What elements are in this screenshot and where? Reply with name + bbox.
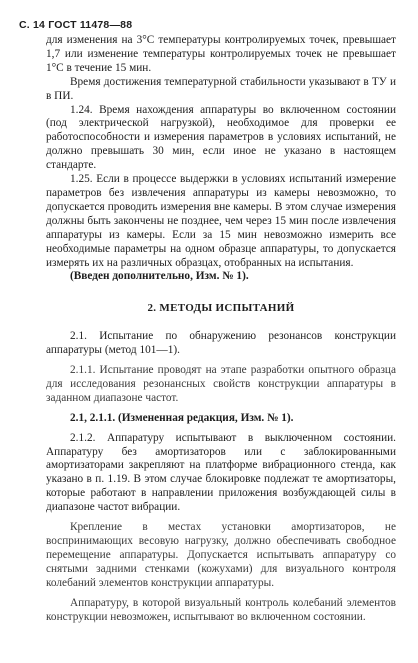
section-title: 2. МЕТОДЫ ИСПЫТАНИЙ — [147, 302, 295, 315]
paragraph-1-24: 1.24. Время нахождения аппаратуры во включенном состоянии (под электрической нагрузкой), необходимое для проверки ее работоспособности и измерения параметров в условиях испытаний, не должно превышать 30 мин, если иное не указано в настоящем стандарте. — [46, 103, 396, 172]
amendment-note-2: 2.1, 2.1.1. (Измененная редакция, Изм. № 1). — [70, 411, 294, 424]
paragraph-2-1-1: 2.1.1. Испытание проводят на этапе разработки опытного образца для исследования резонансных свойств конструкции аппаратуры в заданном диапазоне частот. — [46, 364, 396, 404]
document-body — [46, 34, 396, 624]
paragraph-mounting: Крепление в местах установки амортизаторов, не воспринимающих весовую нагрузку, должно обеспечивать свободное перемещение аппаратуры. Допускается испытывать аппаратуру со снятыми задними стенками (кожухами) для визуального контроля колебаний элементов конструкции аппаратуры. — [46, 521, 396, 589]
paragraph-1-25: 1.25. Если в процессе выдержки в условиях испытаний измерение параметров без извлечения аппаратуры из камеры невозможно, то допускается проводить измерения вне камеры. В этом случае измерения должны быть закончены не позднее, чем через 15 мин после извлечения аппаратуры из камеры. Если за 15 мин невозможно измерить все необходимые параметры на одном образце аппаратуры, то допускается измерять их на различных образцах, отобранных на испытания. — [46, 173, 396, 269]
paragraph-continuation: для изменения на 3°С температуры контролируемых точек, превышает 1,7 или изменение температуры контролируемых точек не превышает 1°С в течение 15 мин. — [46, 34, 396, 74]
page-header: С. 14 ГОСТ 11478—88 — [19, 19, 133, 31]
paragraph-2-1: 2.1. Испытание по обнаружению резонансов конструкции аппаратуры (метод 101—1). — [46, 330, 396, 357]
paragraph-stability-time: Время достижения температурной стабильности указывают в ТУ и в ПИ. — [46, 75, 396, 102]
amendment-note-1: (Введен дополнительно, Изм. № 1). — [70, 270, 249, 283]
paragraph-2-1-2: 2.1.2. Аппаратуру испытывают в выключенном состоянии. Аппаратуру без амортизаторов или с заблокированными амортизаторами закрепляют на платформе вибрационного стенда, как указано в п. 1.19. В этом случае блокировке подлежат те амортизаторы, которые работают в направлении приложения возбуждающей силы в диапазоне частот вибрации. — [46, 431, 396, 514]
paragraph-visual-control: Аппаратуру, в которой визуальный контроль колебаний элементов конструкции невозможен, испытывают во включенном состоянии. — [46, 596, 396, 623]
